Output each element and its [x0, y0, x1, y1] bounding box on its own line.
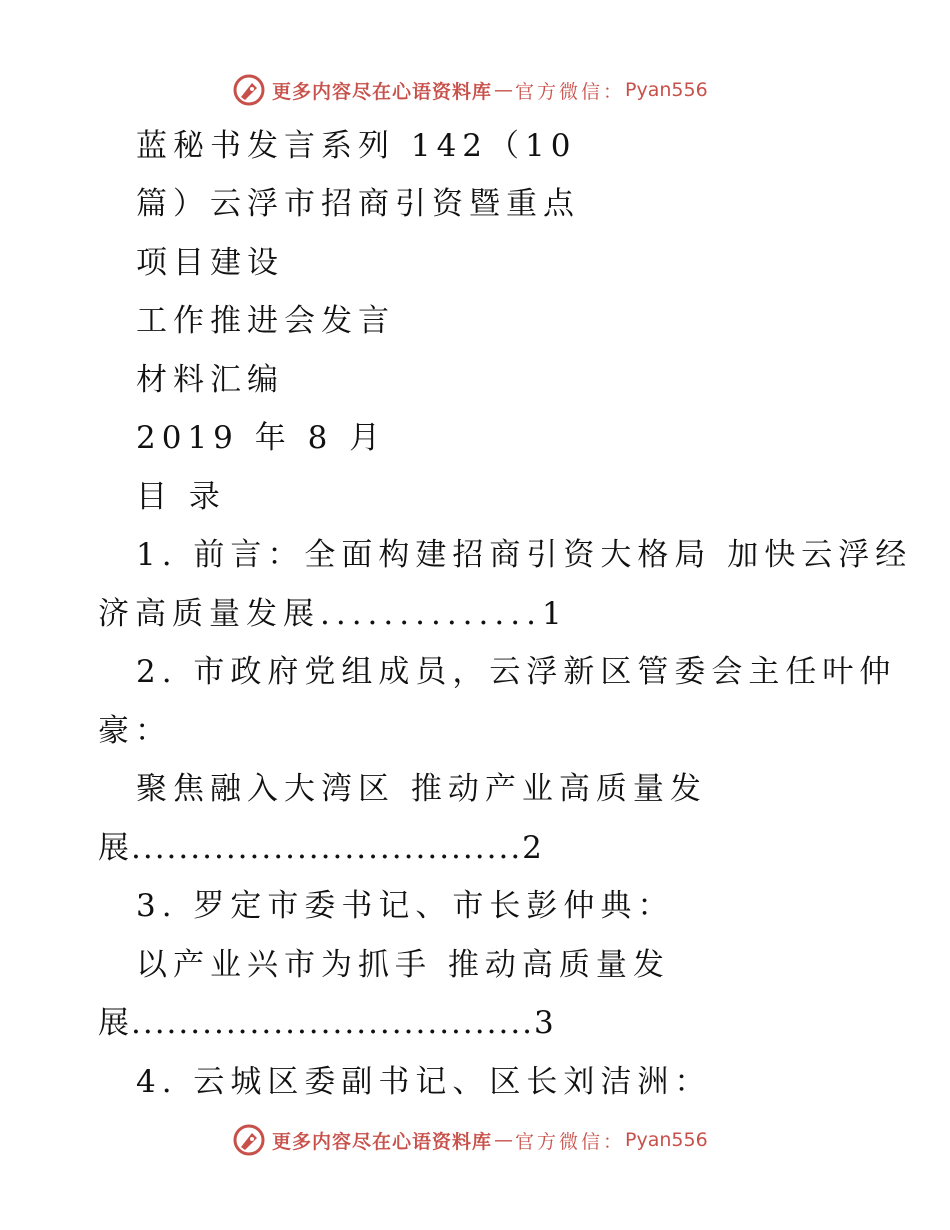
toc-item-3-line-2: 以产业兴市为抓手 推动高质量发 — [136, 947, 670, 983]
header-banner — [232, 72, 708, 108]
toc-item-2-line-4: 展.................................2 — [98, 830, 544, 866]
toc-item-2-line-1: 2. 市政府党组成员，云浮新区管委会主任叶仲 — [136, 654, 897, 690]
toc-item-3-line-3: 展..................................3 — [98, 1005, 556, 1041]
banner-site-text: 更多内容尽在心语资料库 — [272, 80, 493, 103]
date-line: 2019 年 8 月 — [136, 420, 387, 456]
toc-item-2-line-2: 豪： — [98, 713, 172, 749]
title-line-1: 蓝秘书发言系列 142（10 — [136, 128, 577, 164]
banner-dash: — — [494, 1129, 514, 1151]
toc-item-4-line-1: 4. 云城区委副书记、区长刘洁洲： — [136, 1064, 712, 1100]
title-line-2: 篇）云浮市招商引资暨重点 — [136, 186, 580, 222]
title-line-3: 项目建设 — [136, 245, 284, 281]
banner-wechat-id: Pyan556 — [625, 79, 708, 101]
banner-wechat-label: 官方微信： — [515, 80, 626, 103]
footer-banner — [232, 1122, 708, 1158]
title-line-5: 材料汇编 — [136, 362, 284, 398]
toc-item-3-line-1: 3. 罗定市委书记、市长彭仲典： — [136, 888, 675, 924]
toc-heading: 目 录 — [136, 479, 226, 515]
banner-wechat-label: 官方微信： — [515, 1130, 626, 1153]
title-line-4: 工作推进会发言 — [136, 303, 395, 339]
toc-item-2-line-3: 聚焦融入大湾区 推动产业高质量发 — [136, 771, 707, 807]
toc-item-1-line-2: 济高质量发展..............1 — [98, 596, 568, 632]
toc-item-1-line-1: 1. 前言：全面构建招商引资大格局 加快云浮经 — [136, 537, 913, 573]
banner-wechat-id: Pyan556 — [625, 1129, 708, 1151]
pen-nib-circle-icon — [232, 73, 266, 107]
banner-site-text: 更多内容尽在心语资料库 — [272, 1130, 493, 1153]
pen-nib-circle-icon — [232, 1123, 266, 1157]
banner-dash: — — [494, 79, 514, 101]
